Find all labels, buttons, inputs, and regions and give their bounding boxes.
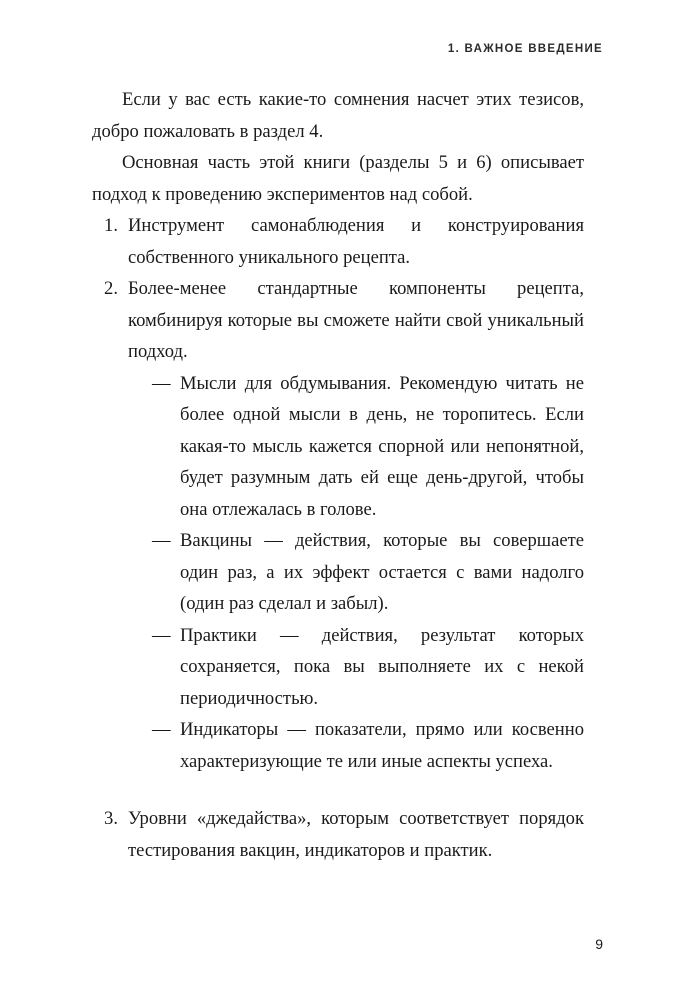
sub-list	[128, 368, 584, 778]
list-item-text: Уровни «джедайства», которым соответствует порядок тестирования вакцин, индикаторов и практик.	[128, 808, 584, 861]
list-item-number: 1.	[104, 215, 118, 236]
list-item-number: 3.	[104, 808, 118, 829]
sub-list-item-text: Практики — действия, результат которых сохраняется, пока вы выполняете их с некой периодичностью.	[180, 624, 584, 709]
sub-list-item	[128, 620, 584, 715]
numbered-list	[92, 210, 584, 866]
page-number: 9	[595, 936, 603, 952]
list-item-number: 2.	[104, 278, 118, 299]
list-item	[92, 803, 584, 866]
dash-marker: —	[152, 530, 171, 551]
sub-list-item	[128, 525, 584, 620]
sub-list-item-text: Вакцины — действия, которые вы совершаете один раз, а их эффект остается с вами надолго (один раз сделал и забыл).	[180, 530, 584, 614]
paragraph-2: Основная часть этой книги (разделы 5 и 6) описывает подход к проведению экспериментов над собой.	[92, 152, 584, 205]
sub-list-item	[128, 714, 584, 777]
list-item	[92, 210, 584, 273]
page-content	[92, 84, 584, 866]
sub-list-item-text: Мысли для обдумывания. Рекомендую читать не более одной мысли в день, не торопитесь. Если какая-то мысль кажется спорной или непонятной, будет разумным дать ей еще день-другой, чтобы она отлежалась в голове.	[180, 372, 584, 520]
list-item-text: Инструмент самонаблюдения и конструирования собственного уникального рецепта.	[128, 215, 584, 268]
dash-marker: —	[152, 719, 171, 740]
dash-marker: —	[152, 372, 171, 394]
sub-list-item-text: Индикаторы — показатели, прямо или косвенно характеризующие те или иные аспекты успеха.	[180, 719, 584, 772]
list-item-text: Более-менее стандартные компоненты рецепта, комбинируя которые вы сможете найти свой уникальный подход.	[128, 278, 584, 362]
sub-list-item	[128, 368, 584, 526]
running-head: 1. ВАЖНОЕ ВВЕДЕНИЕ	[447, 43, 603, 55]
paragraph-1: Если у вас есть какие-то сомнения насчет этих тезисов, добро пожаловать в раздел 4.	[92, 89, 584, 142]
dash-marker: —	[152, 624, 171, 646]
list-item	[92, 273, 584, 777]
